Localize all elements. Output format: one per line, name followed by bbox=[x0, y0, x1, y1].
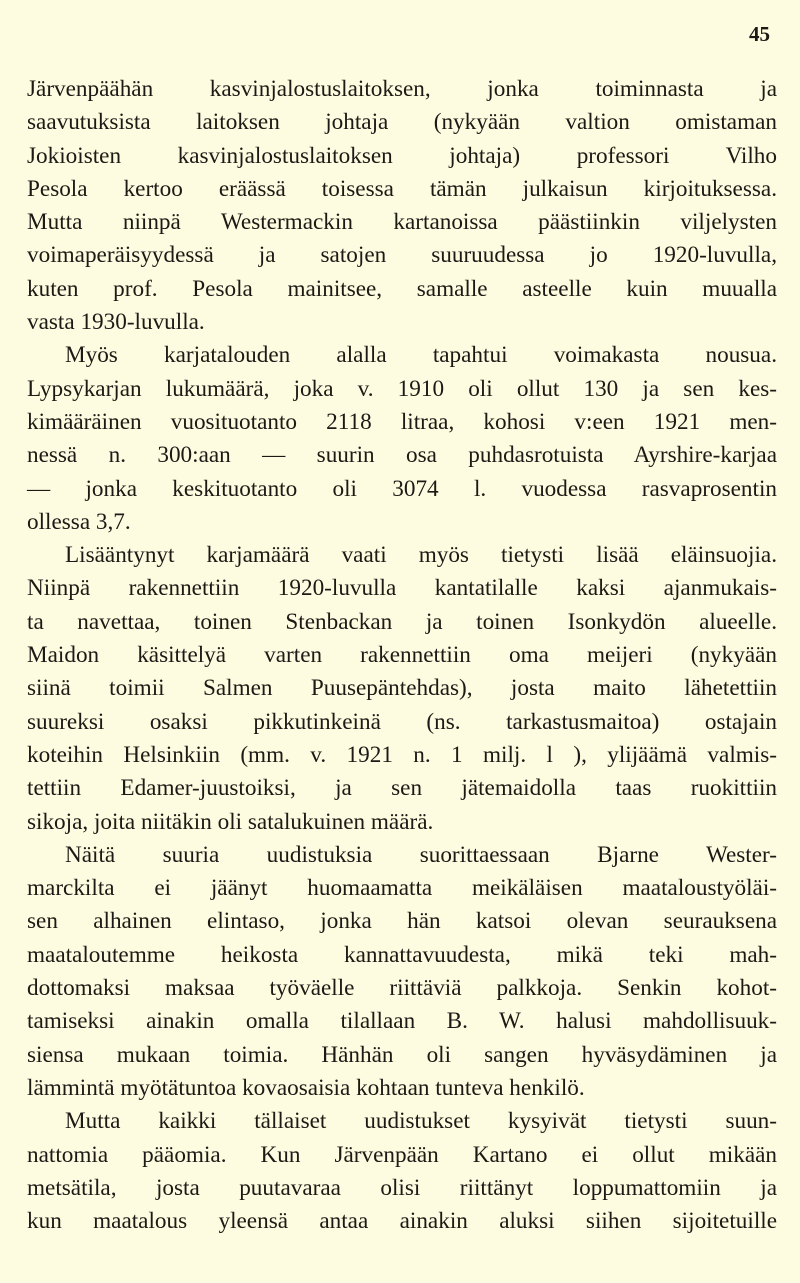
text-line: Myös karjatalouden alalla tapahtui voimakasta nousua. bbox=[65, 342, 777, 369]
text-line: Maidon käsittelyä varten rakennettiin oma meijeri (nykyään bbox=[27, 642, 777, 669]
text-line: siinä toimii Salmen Puusepäntehdas), josta maito lähetettiin bbox=[27, 675, 777, 702]
text-line: saavutuksista laitoksen johtaja (nykyään valtion omistaman bbox=[27, 109, 777, 136]
text-line: sen alhainen elintaso, jonka hän katsoi olevan seurauksena bbox=[27, 908, 777, 935]
text-line: Mutta kaikki tällaiset uudistukset kysyivät tietysti suun- bbox=[65, 1108, 777, 1135]
text-line: dottomaksi maksaa työväelle riittäviä palkkoja. Senkin kohot- bbox=[27, 975, 777, 1002]
text-line: marckilta ei jäänyt huomaamatta meikäläisen maataloustyöläi- bbox=[27, 875, 777, 902]
text-line: voimaperäisyydessä ja satojen suuruudessa jo 1920-luvulla, bbox=[27, 242, 777, 269]
text-line: tamiseksi ainakin omalla tilallaan B. W. halusi mahdollisuuk- bbox=[27, 1008, 777, 1035]
text-line: Järvenpäähän kasvinjalostuslaitoksen, jonka toiminnasta ja bbox=[27, 76, 777, 102]
text-line: Mutta niinpä Westermackin kartanoissa päästiinkin viljelysten bbox=[27, 209, 777, 236]
text-line: Lypsykarjan lukumäärä, joka v. 1910 oli ollut 130 ja sen kes- bbox=[27, 375, 777, 402]
text-line: koteihin Helsinkiin (mm. v. 1921 n. 1 milj. l ), ylijäämä valmis- bbox=[27, 741, 777, 768]
paragraph bbox=[27, 339, 777, 539]
text-line: nattomia pääomia. Kun Järvenpään Kartano ei ollut mikään bbox=[27, 1141, 777, 1168]
text-line: metsätila, josta puutavaraa olisi riittänyt loppumattomiin ja bbox=[27, 1174, 777, 1201]
text-line: Näitä suuria uudistuksia suorittaessaan Bjarne Wester- bbox=[65, 841, 777, 868]
paragraph bbox=[27, 839, 777, 1105]
text-line: kuten prof. Pesola mainitsee, samalle asteelle kuin muualla bbox=[27, 275, 777, 302]
text-line: Pesola kertoo eräässä toisessa tämän julkaisun kirjoituksessa. bbox=[27, 175, 777, 202]
text-line: lämmintä myötätuntoa kovaosaisia kohtaan tunteva henkilö. bbox=[27, 1074, 585, 1101]
text-line: siensa mukaan toimia. Hänhän oli sangen hyväsydäminen ja bbox=[27, 1041, 777, 1068]
paragraph bbox=[27, 539, 777, 839]
text-line: tettiin Edamer-juustoiksi, ja sen jätemaidolla taas ruokittiin bbox=[27, 775, 777, 802]
text-line: — jonka keskituotanto oli 3074 l. vuodessa rasvaprosentin bbox=[27, 475, 777, 502]
text-line: vasta 1930-luvulla. bbox=[27, 309, 205, 336]
paragraph bbox=[27, 73, 777, 339]
text-line: suureksi osaksi pikkutinkeinä (ns. tarkastusmaitoa) ostajain bbox=[27, 708, 777, 735]
text-line: maataloutemme heikosta kannattavuudesta, mikä teki mah- bbox=[27, 941, 777, 968]
text-line: ta navettaa, toinen Stenbackan ja toinen Isonkydön alueelle. bbox=[27, 608, 777, 635]
text-line: ollessa 3,7. bbox=[27, 508, 131, 535]
text-line: sikoja, joita niitäkin oli satalukuinen määrä. bbox=[27, 808, 434, 835]
text-line: kun maatalous yleensä antaa ainakin aluksi siihen sijoitetuille bbox=[27, 1208, 777, 1235]
page-number: 45 bbox=[749, 22, 770, 46]
text-line: Jokioisten kasvinjalostuslaitoksen johtaja) professori Vilho bbox=[27, 142, 777, 169]
paragraph bbox=[27, 1105, 777, 1238]
text-line: Lisääntynyt karjamäärä vaati myös tietysti lisää eläinsuojia. bbox=[65, 542, 777, 569]
body-text bbox=[27, 73, 777, 1238]
text-line: kimääräinen vuosituotanto 2118 litraa, kohosi v:een 1921 men- bbox=[27, 408, 777, 435]
text-line: nessä n. 300:aan — suurin osa puhdasrotuista Ayrshire-karjaa bbox=[27, 442, 777, 469]
text-line: Niinpä rakennettiin 1920-luvulla kantatilalle kaksi ajanmukais- bbox=[27, 575, 777, 602]
